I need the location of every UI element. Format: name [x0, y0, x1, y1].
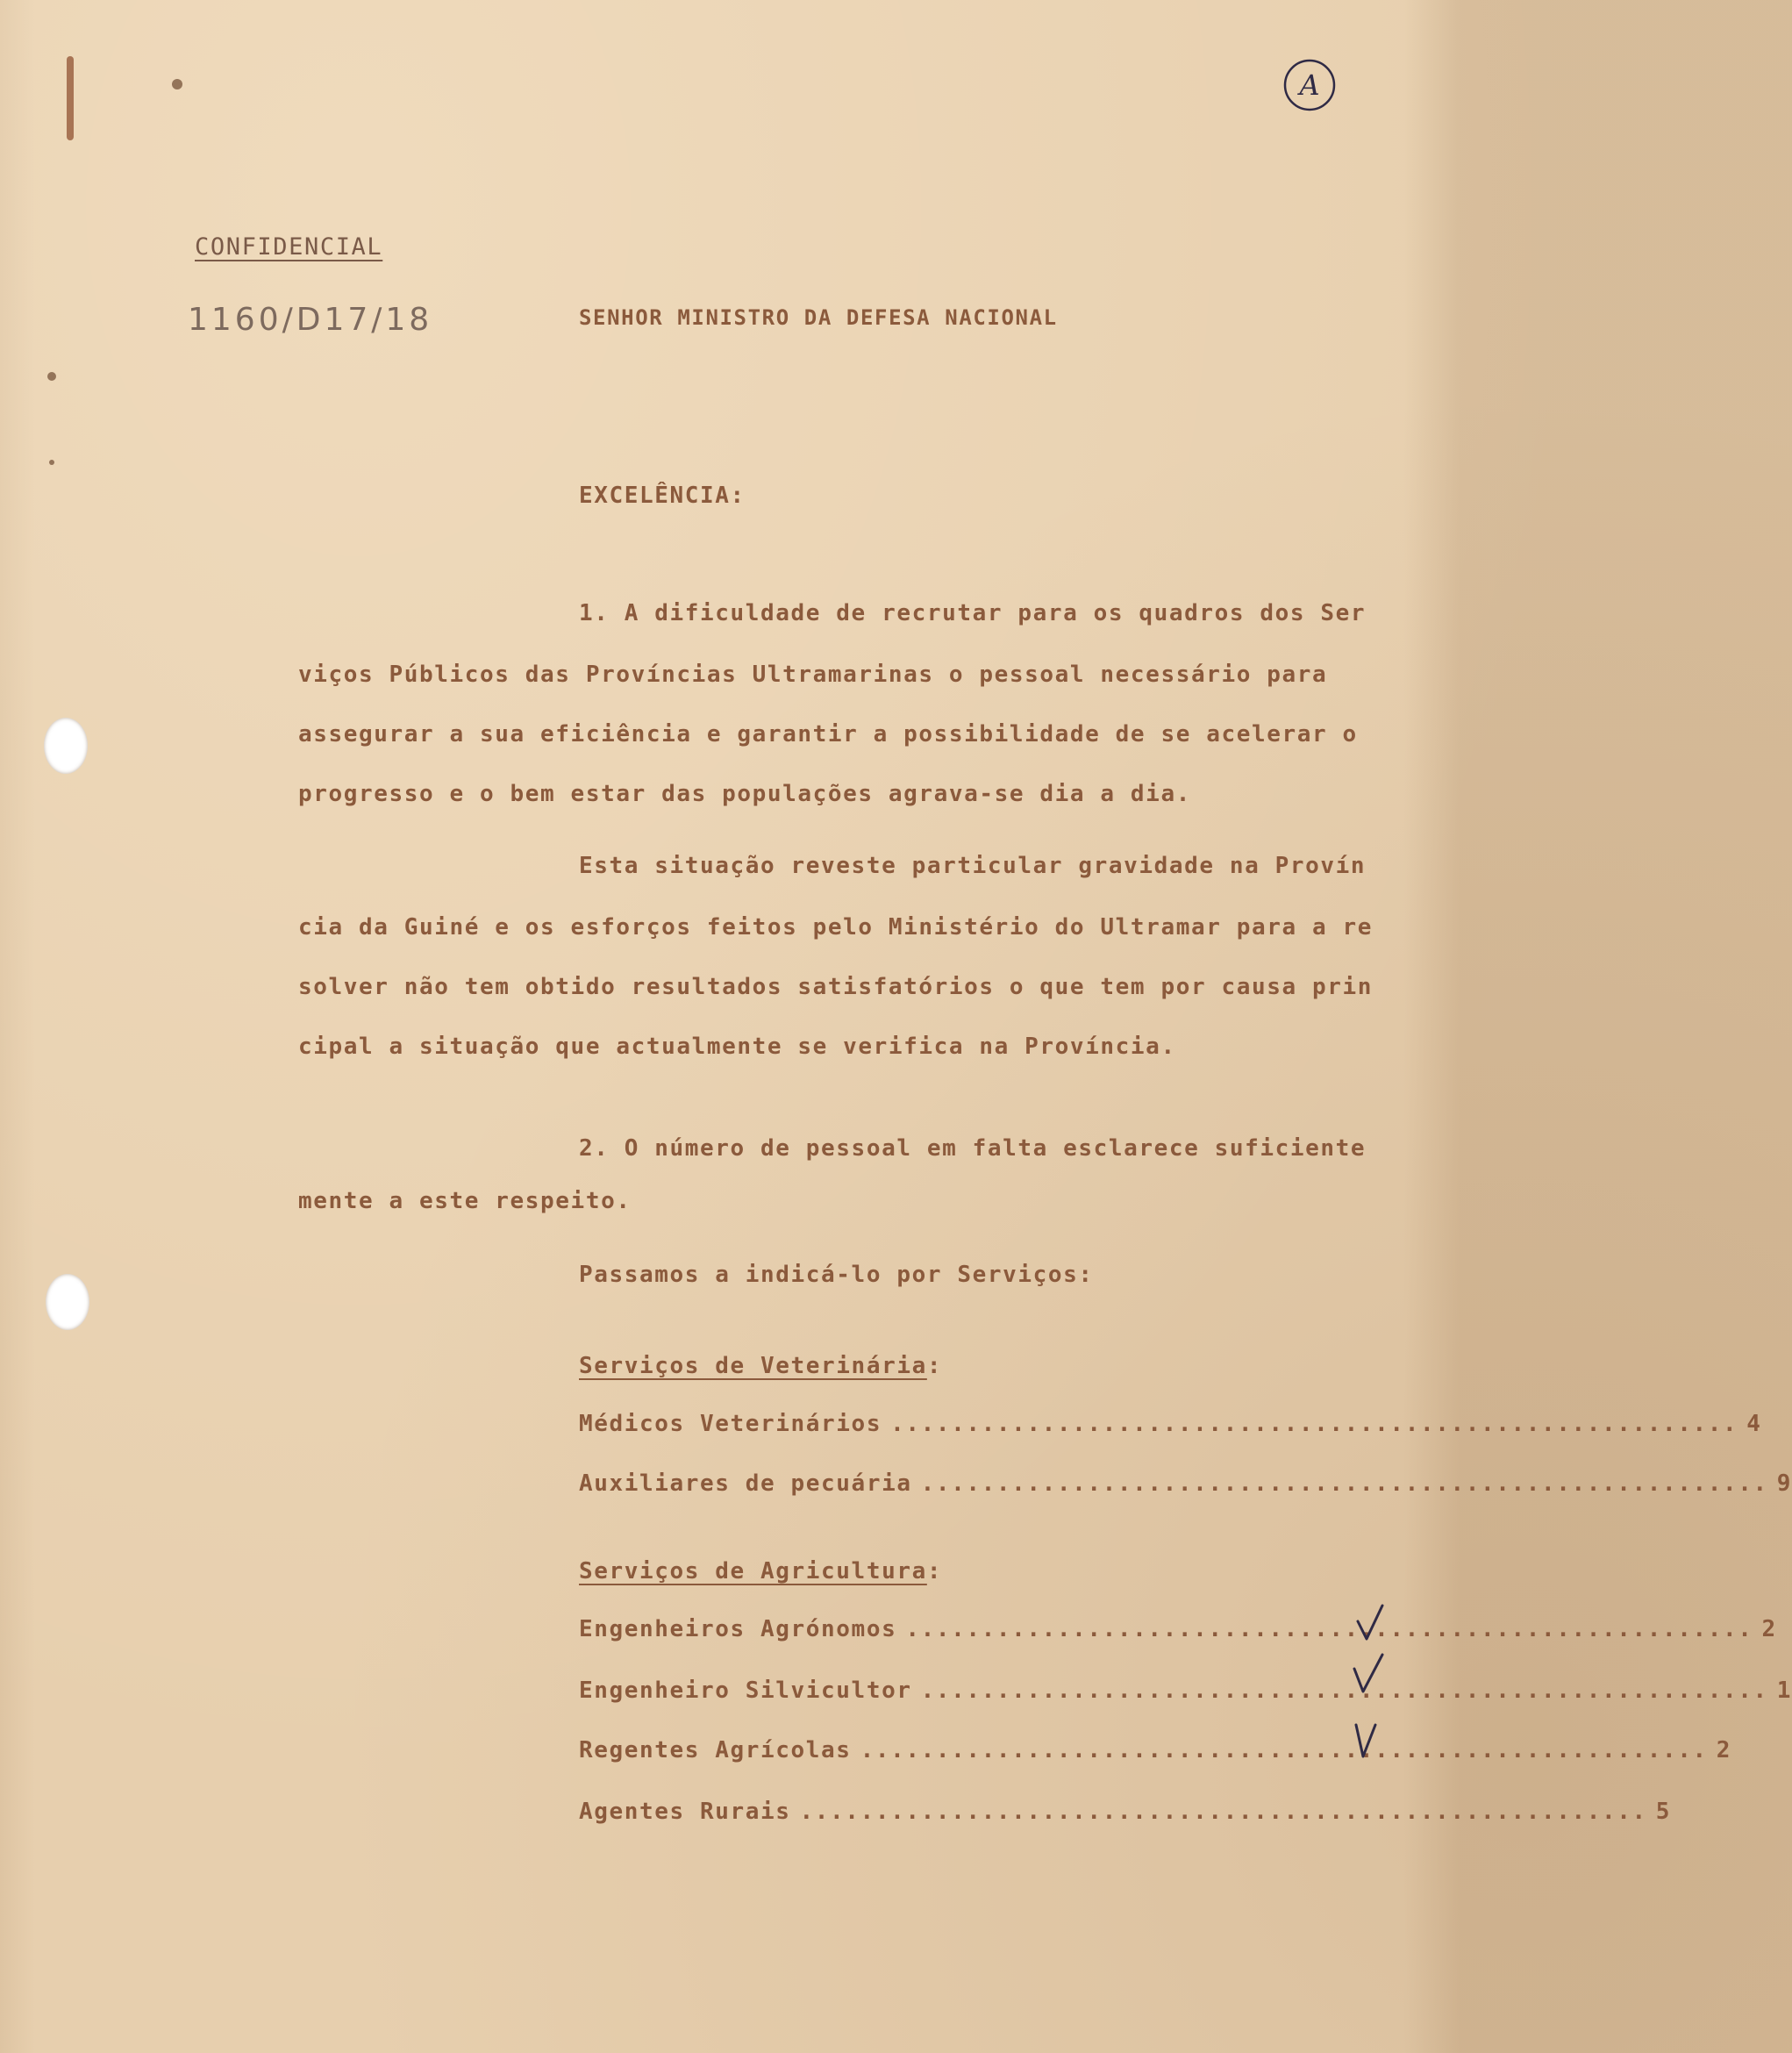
service-row — [579, 1411, 1762, 1437]
service-row-label: Engenheiro Silvicultor — [579, 1677, 912, 1704]
service-row-label: Auxiliares de pecuária — [579, 1470, 912, 1497]
binder-mark — [67, 56, 74, 140]
service-row-label: Médicos Veterinários — [579, 1411, 882, 1437]
p3-line-1: 2. O número de pessoal em falta esclarece suficiente — [579, 1135, 1367, 1162]
leader-dots: ........................................................ — [905, 1616, 1753, 1642]
leader-dots: ........................................................ — [799, 1799, 1647, 1825]
service-row-label: Regentes Agrícolas — [579, 1737, 852, 1763]
service-row — [579, 1616, 1777, 1642]
service-row — [579, 1799, 1671, 1825]
classification-label: CONFIDENCIAL — [195, 233, 383, 261]
binder-mark — [49, 460, 54, 465]
stamp-letter: A — [1299, 68, 1320, 102]
leader-dots: ........................................................ — [920, 1470, 1768, 1497]
leader-dots: ........................................................ — [860, 1737, 1708, 1763]
service-row-count: 2 — [1716, 1737, 1732, 1763]
check-mark-icon — [1353, 1721, 1379, 1760]
p1-line-1: 1. A dificuldade de recrutar para os quadros dos Ser — [579, 600, 1367, 626]
p2-line-4: cipal a situação que actualmente se verifica na Província. — [298, 1034, 1176, 1060]
service-row — [579, 1677, 1792, 1704]
leader-dots: ........................................................ — [920, 1677, 1768, 1704]
service-row-count: 1 — [1776, 1677, 1792, 1704]
service-row — [579, 1470, 1792, 1497]
service-row-count: 2 — [1761, 1616, 1777, 1642]
check-mark-icon — [1354, 1602, 1386, 1642]
service-row-count: 5 — [1655, 1799, 1671, 1825]
p2-line-1: Esta situação reveste particular gravidade na Provín — [579, 853, 1367, 879]
service-row — [579, 1737, 1732, 1763]
p3-line-2: mente a este respeito. — [298, 1188, 632, 1214]
p2-line-2: cia da Guiné e os esforços feitos pelo Ministério do Ultramar para a re — [298, 914, 1373, 941]
heading-colon: : — [926, 1558, 943, 1584]
leader-dots: ........................................................ — [890, 1411, 1738, 1437]
service-heading-text: Serviços de Agricultura — [579, 1558, 927, 1584]
p4-line: Passamos a indicá-lo por Serviços: — [579, 1262, 1094, 1288]
punch-hole — [44, 718, 88, 774]
service-heading-text: Serviços de Veterinária — [579, 1353, 927, 1379]
service-row-label: Agentes Rurais — [579, 1799, 791, 1825]
check-mark-icon — [1351, 1651, 1386, 1697]
p1-line-2: viços Públicos das Províncias Ultramarinas o pessoal necessário para — [298, 662, 1328, 688]
p2-line-3: solver não tem obtido resultados satisfatórios o que tem por causa prin — [298, 974, 1373, 1000]
p1-line-4: progresso e o bem estar das populações agrava-se dia a dia. — [298, 781, 1191, 807]
addressee: SENHOR MINISTRO DA DEFESA NACIONAL — [579, 305, 1058, 330]
service-heading-veterinaria — [579, 1353, 942, 1379]
service-row-label: Engenheiros Agrónomos — [579, 1616, 897, 1642]
salutation: EXCELÊNCIA: — [579, 483, 746, 509]
binder-mark — [172, 79, 182, 89]
p1-line-3: assegurar a sua eficiência e garantir a possibilidade de se acelerar o — [298, 721, 1358, 748]
stamp-circle — [1281, 56, 1339, 114]
punch-hole — [46, 1274, 89, 1330]
service-row-count: 4 — [1746, 1411, 1762, 1437]
heading-colon: : — [926, 1353, 943, 1379]
reference-number: 1160/D17/18 — [188, 302, 433, 338]
binder-mark — [47, 372, 56, 381]
service-heading-agricultura — [579, 1558, 942, 1584]
service-row-count: 9 — [1776, 1470, 1792, 1497]
